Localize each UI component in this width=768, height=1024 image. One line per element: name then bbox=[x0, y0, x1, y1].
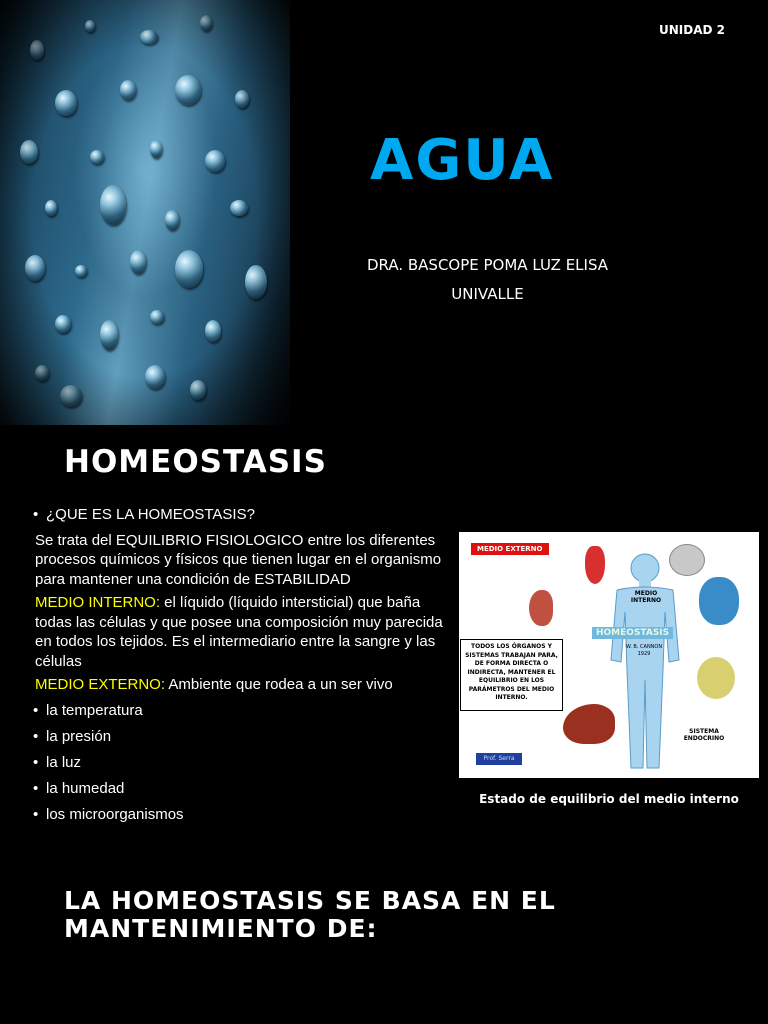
diagram-note: TODOS LOS ÓRGANOS Y SISTEMAS TRABAJAN PARA, DE FORMA DIRECTA O INDIRECTA, MANTENER EL EQUILIBRIO EN LOS PARÁMETROS DEL MEDIO INTERNO. bbox=[460, 639, 563, 711]
homeostasis-title: HOMEOSTASIS bbox=[64, 444, 327, 480]
list-item: • la temperatura bbox=[35, 701, 447, 721]
external-medium-label: MEDIO EXTERNO: bbox=[35, 676, 166, 693]
heart-icon bbox=[585, 546, 605, 584]
definition-paragraph: Se trata del EQUILIBRIO FISIOLOGICO entre los diferentes procesos químicos y físicos que tienen lugar en el organismo para mantener una condición de ESTABILIDAD bbox=[35, 531, 442, 588]
unit-label: UNIDAD 2 bbox=[659, 23, 725, 37]
external-medium-text: Ambiente que rodea a un ser vivo bbox=[165, 676, 393, 693]
factor-list bbox=[35, 701, 447, 825]
institution-name: UNIVALLE bbox=[451, 285, 524, 303]
cannon-reference: W. B. CANNON 1929 bbox=[625, 644, 663, 657]
homeostasis-diagram bbox=[459, 532, 759, 778]
list-item: • la luz bbox=[35, 753, 447, 773]
brain-icon bbox=[669, 544, 705, 576]
endocrine-label: SISTEMA ENDOCRINO bbox=[683, 728, 725, 742]
list-item: • la presión bbox=[35, 727, 447, 747]
main-title: AGUA bbox=[370, 128, 555, 193]
internal-medium-tag: MEDIO INTERNO bbox=[630, 590, 662, 604]
homeostasis-content bbox=[35, 505, 447, 831]
intestine-icon bbox=[697, 657, 735, 699]
homeostasis-center-tag: HOMEOSTASIS bbox=[592, 627, 673, 639]
kidney-icon bbox=[529, 590, 553, 626]
list-item: • la humedad bbox=[35, 779, 447, 799]
lungs-icon bbox=[699, 577, 739, 625]
list-item: • los microorganismos bbox=[35, 805, 447, 825]
internal-medium-text: el líquido (líquido intersticial) que baña todas las células y que posee una composición muy parecida en todos los tejidos. Es el intermediario entre la sangre y las células bbox=[35, 594, 443, 670]
author-name: DRA. BASCOPE POMA LUZ ELISA bbox=[366, 256, 609, 274]
external-medium-tag: MEDIO EXTERNO bbox=[471, 543, 549, 555]
maintenance-title: LA HOMEOSTASIS SE BASA EN EL MANTENIMIENTO DE: bbox=[64, 886, 556, 943]
credit-badge: Prof. Serra bbox=[476, 753, 522, 765]
diagram-caption: Estado de equilibrio del medio interno bbox=[479, 792, 739, 806]
internal-medium-label: MEDIO INTERNO: bbox=[35, 594, 161, 611]
internal-medium-paragraph bbox=[35, 593, 447, 671]
question-bullet: • ¿QUE ES LA HOMEOSTASIS? bbox=[35, 505, 447, 525]
liver-icon bbox=[563, 704, 615, 744]
title-slide bbox=[0, 0, 768, 425]
external-medium-paragraph bbox=[35, 675, 447, 695]
water-drops-image bbox=[0, 0, 290, 425]
